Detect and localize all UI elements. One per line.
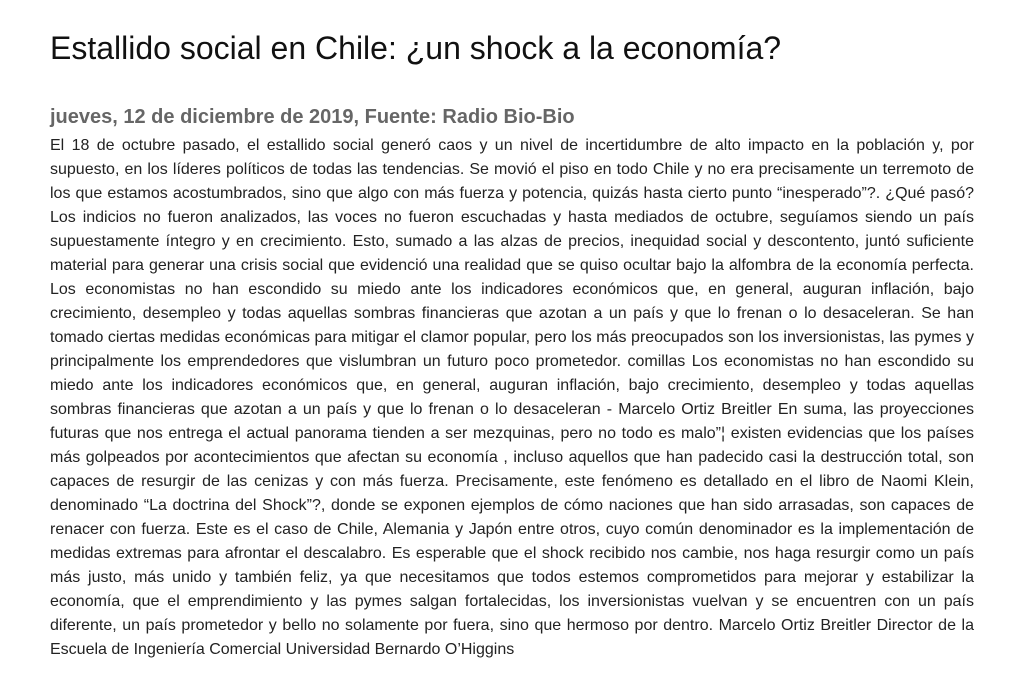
article-body: El 18 de octubre pasado, el estallido social generó caos y un nivel de incertidumbre de alto impacto en la población y, por supuesto, en los líderes políticos de todas las tendencias. Se movió el piso en todo Chile y no era precisamente un terremoto de los que estamos acostumbrados, sino que algo con más fuerza y potencia, quizás hasta cierto punto “inesperado”?. ¿Qué pasó? Los indicios no fueron analizados, las voces no fueron escuchadas y hasta mediados de octubre, seguíamos siendo un país supuestamente íntegro y en crecimiento. Esto, sumado a las alzas de precios, inequidad social y descontento, juntó suficiente material para generar una crisis social que evidenció una realidad que se quiso ocultar bajo la alfombra de la economía perfecta. Los economistas no han escondido su miedo ante los indicadores económicos que, en general, auguran inflación, bajo crecimiento, desempleo y todas aquellas sombras financieras que azotan a un país y que lo frenan o lo desaceleran. Se han tomado ciertas medidas económicas para mitigar el clamor popular, pero los más preocupados son los inversionistas, las pymes y principalmente los emprendedores que vislumbran un futuro poco prometedor. comillas Los economistas no han escondido su miedo ante los indicadores económicos que, en general, auguran inflación, bajo crecimiento, desempleo y todas aquellas sombras financieras que azotan a un país y que lo frenan o lo desaceleran - Marcelo Ortiz Breitler En suma, las proyecciones futuras que nos entrega el actual panorama tienden a ser mezquinas, pero no todo es malo”¦ existen evidencias que los países más golpeados por acontecimientos que afectan su economía , incluso aquellos que han padecido casi la destrucción total, son capaces de resurgir de las cenizas y con más fuerza. Precisamente, este fenómeno es detallado en el libro de Naomi Klein, denominado “La doctrina del Shock”?, donde se exponen ejemplos de cómo naciones que han sido arrasadas, son capaces de renacer con fuerza. Este es el caso de Chile, Alemania y Japón entre otros, cuyo común denominador es la implementación de medidas extremas para afrontar el descalabro. Es esperable que el shock recibido nos cambie, nos haga resurgir como un país más justo, más unido y también feliz, ya que necesitamos que todos estemos comprometidos para mejorar y estabilizar la economía, que el emprendimiento y las pymes salgan fortalecidas, los inversionistas vuelvan y se encuentren con un país diferente, un país prometedor y bello no solamente por fuera, sino que hermoso por dentro. Marcelo Ortiz Breitler Director de la Escuela de Ingeniería Comercial Universidad Bernardo O’Higgins — [50, 137, 974, 658]
article-date-source: jueves, 12 de diciembre de 2019, Fuente: Radio Bio-Bio — [50, 106, 575, 128]
article-container — [50, 0, 974, 662]
article-title: Estallido social en Chile: ¿un shock a la economía? — [50, 30, 782, 66]
